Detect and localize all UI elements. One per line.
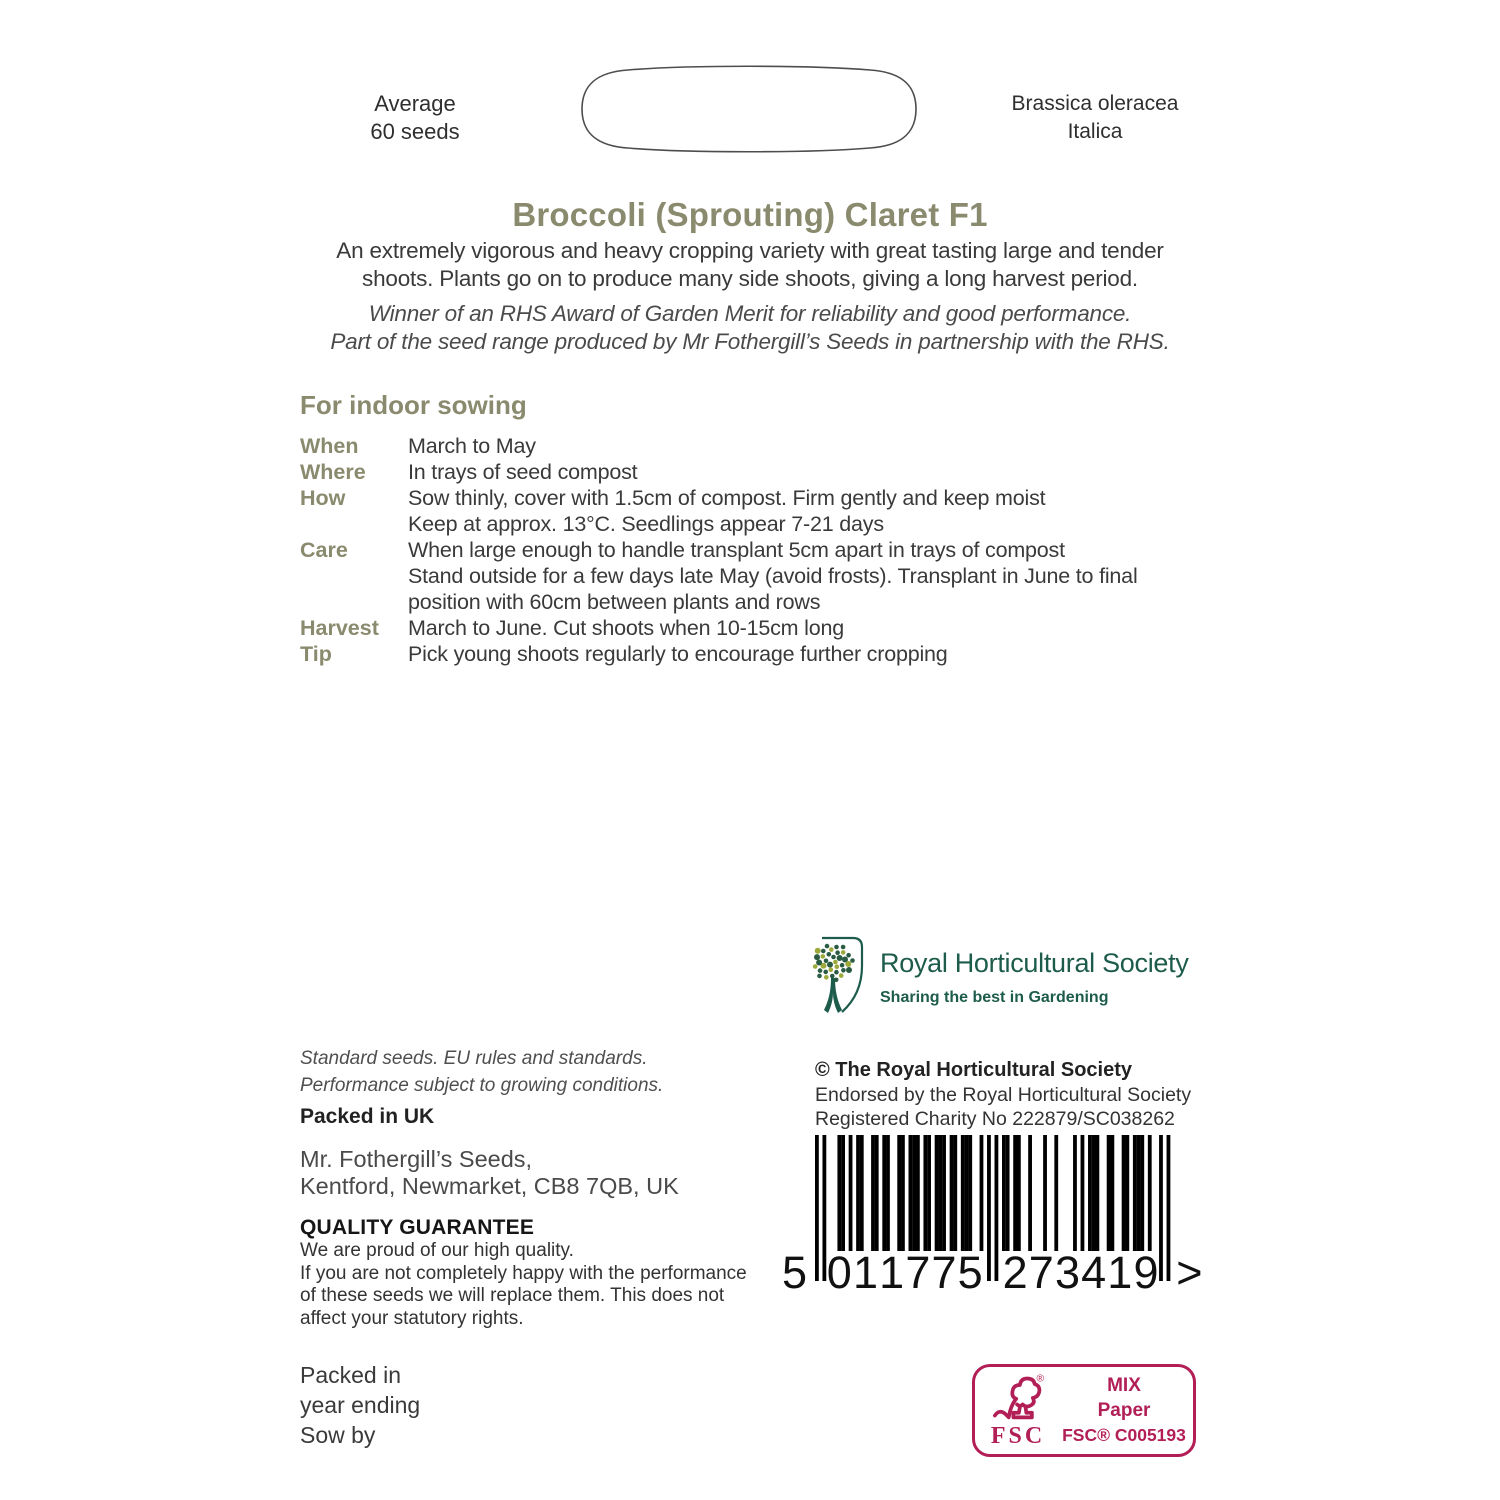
sowing-table (300, 433, 1138, 667)
sowing-row-label-how: How (300, 486, 346, 510)
sowing-row-label-harvest: Harvest (300, 616, 379, 640)
svg-text:7: 7 (1028, 1247, 1054, 1295)
quality-guarantee-text: We are proud of our high quality. If you are not completely happy with the performance of these seeds we will replace them. This does not affect your statutory rights. (300, 1240, 747, 1329)
fsc-badge (972, 1364, 1196, 1457)
year-ending-line: year ending (300, 1392, 421, 1418)
botanical-line2: Italica (1067, 120, 1123, 143)
sowing-row-value-harvest: March to June. Cut shoots when 10-15cm long (408, 616, 844, 640)
rhs-name: Royal Horticultural Society (880, 948, 1189, 978)
variety-title: Broccoli (Sprouting) Claret F1 (512, 196, 988, 233)
sowing-instructions (300, 390, 1138, 667)
svg-text:7: 7 (931, 1247, 957, 1295)
packing-date-note (300, 1360, 420, 1450)
rhs-endorsement: Endorsed by the Royal Horticultural Society (815, 1084, 1192, 1106)
rhs-award-note (0, 300, 1500, 356)
sowing-heading: For indoor sowing (300, 390, 527, 420)
barcode (768, 1133, 1208, 1295)
svg-text:1: 1 (852, 1247, 879, 1295)
svg-text:5: 5 (957, 1247, 983, 1295)
svg-text:5: 5 (781, 1247, 807, 1295)
sowing-row-value-tip: Pick young shoots regularly to encourage further cropping (408, 642, 948, 666)
sowing-row-label-care: Care (300, 538, 348, 562)
sowing-row-value-when: March to May (408, 434, 536, 458)
standards-line2: Performance subject to growing conditions. (300, 1075, 664, 1096)
sowing-row-label-when: When (300, 434, 359, 458)
rhs-charity-number: Registered Charity No 222879/SC038262 (815, 1108, 1175, 1130)
svg-text:>: > (1176, 1247, 1203, 1295)
svg-text:4: 4 (1081, 1247, 1107, 1295)
svg-text:0: 0 (826, 1247, 852, 1295)
svg-text:2: 2 (1002, 1247, 1028, 1295)
svg-text:9: 9 (1133, 1247, 1159, 1295)
rhs-endorsement-block (815, 1058, 1191, 1131)
fsc-labels (1061, 1367, 1193, 1454)
packed-in-line: Packed in (300, 1362, 402, 1388)
seed-count-line1: Average (374, 91, 456, 116)
rhs-logo (806, 936, 1189, 1018)
svg-text:3: 3 (1054, 1247, 1081, 1295)
sowing-row-value-care: When large enough to handle transplant 5cm apart in trays of compost Stand outside for a few days late May (avoid frosts). Transplant in June to final position with 60cm between plants and rows (408, 538, 1138, 614)
botanical-name (995, 90, 1195, 146)
sowing-row-value-how: Sow thinly, cover with 1.5cm of compost. Firm gently and keep moist Keep at approx. 13°C. Seedlings appear 7-21 days (408, 486, 1046, 536)
svg-text:1: 1 (1107, 1247, 1133, 1295)
rhs-copyright: © The Royal Horticultural Society (815, 1059, 1133, 1081)
fsc-tree-icon (992, 1372, 1044, 1422)
company-address (300, 1146, 747, 1200)
packed-in-uk: Packed in UK (300, 1105, 435, 1128)
fsc-mark (975, 1367, 1061, 1454)
address-line2: Kentford, Newmarket, CB8 7QB, UK (300, 1173, 679, 1199)
variety-description (0, 237, 1500, 292)
rhs-tagline: Sharing the best in Gardening (880, 989, 1109, 1006)
sow-by-line: Sow by (300, 1422, 376, 1448)
description-line2: shoots. Plants go on to produce many side shoots, giving a long harvest period. (362, 265, 1138, 291)
fsc-paper-label: Paper (1097, 1400, 1151, 1421)
sow-by-date-oval (576, 62, 922, 156)
seed-count-label (315, 90, 515, 146)
fsc-mix-label: MIX (1107, 1375, 1141, 1396)
fsc-registered-mark: ® (1036, 1373, 1044, 1385)
seed-count-line2: 60 seeds (370, 119, 460, 144)
sowing-row-label-tip: Tip (300, 642, 332, 666)
sowing-row-label-where: Where (300, 460, 366, 484)
rhs-logo-text (880, 936, 1189, 1018)
rhs-tree-icon (806, 936, 866, 1018)
svg-text:7: 7 (905, 1247, 931, 1295)
sowing-row-value-where: In trays of seed compost (408, 460, 638, 484)
address-line1: Mr. Fothergill’s Seeds, (300, 1146, 533, 1172)
svg-text:1: 1 (879, 1247, 905, 1295)
seed-standards-info (300, 1045, 747, 1330)
award-line1: Winner of an RHS Award of Garden Merit for reliability and good performance. (368, 301, 1132, 326)
fsc-acronym: FSC (990, 1423, 1046, 1449)
description-line1: An extremely vigorous and heavy cropping variety with great tasting large and tender (336, 238, 1164, 263)
quality-guarantee-heading: QUALITY GUARANTEE (300, 1216, 535, 1239)
fsc-license-number: FSC® C005193 (1062, 1425, 1186, 1445)
award-line2: Part of the seed range produced by Mr Fothergill’s Seeds in partnership with the RHS. (330, 329, 1170, 354)
botanical-line1: Brassica oleracea (1011, 92, 1179, 115)
standards-line1: Standard seeds. EU rules and standards. (300, 1048, 648, 1069)
